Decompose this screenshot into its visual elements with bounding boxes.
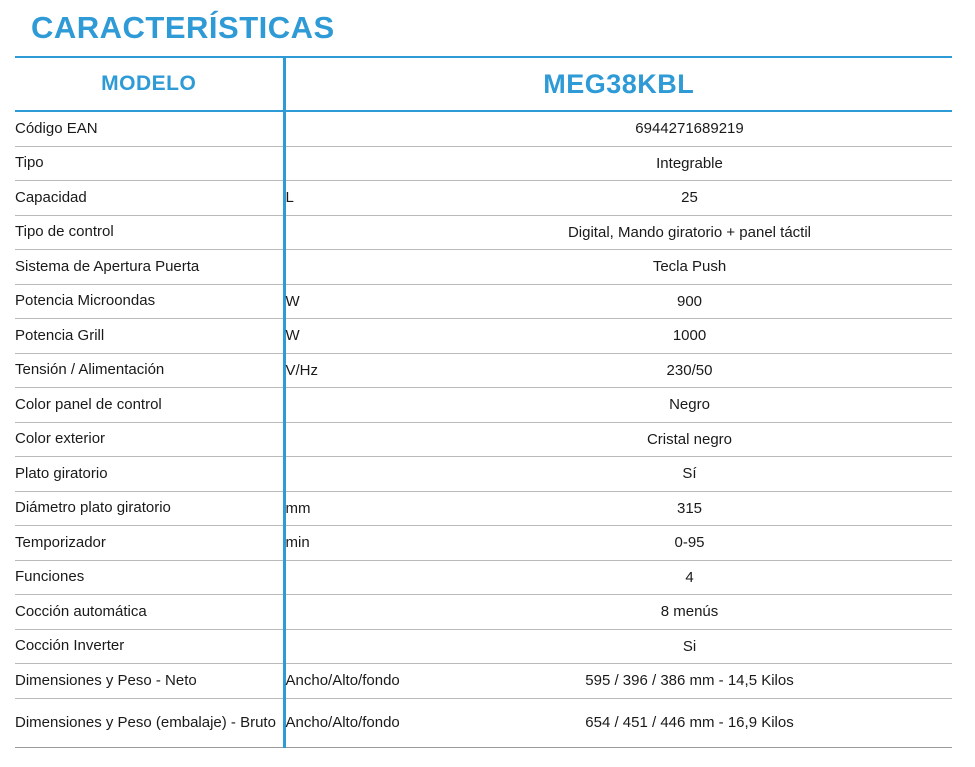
table-row — [15, 491, 952, 526]
table-row — [15, 250, 952, 285]
table-row — [15, 353, 952, 388]
table-row — [15, 215, 952, 250]
spec-unit — [284, 111, 427, 146]
spec-unit — [284, 595, 427, 630]
table-row — [15, 560, 952, 595]
spec-label: Cocción automática — [15, 595, 284, 630]
table-row — [15, 698, 952, 747]
spec-value: 900 — [427, 284, 952, 319]
spec-value: 654 / 451 / 446 mm - 16,9 Kilos — [427, 698, 952, 747]
spec-label: Tensión / Alimentación — [15, 353, 284, 388]
spec-value: 1000 — [427, 319, 952, 354]
spec-unit — [284, 560, 427, 595]
spec-unit: W — [284, 284, 427, 319]
table-row — [15, 595, 952, 630]
spec-value: 4 — [427, 560, 952, 595]
spec-unit: mm — [284, 491, 427, 526]
table-row — [15, 319, 952, 354]
spec-unit — [284, 422, 427, 457]
spec-label: Dimensiones y Peso (embalaje) - Bruto — [15, 698, 284, 747]
spec-value: Sí — [427, 457, 952, 492]
spec-label: Capacidad — [15, 181, 284, 216]
table-row — [15, 388, 952, 423]
spec-label: Funciones — [15, 560, 284, 595]
spec-label: Cocción Inverter — [15, 629, 284, 664]
spec-label: Diámetro plato giratorio — [15, 491, 284, 526]
spec-value: 25 — [427, 181, 952, 216]
table-body — [15, 111, 952, 747]
spec-unit — [284, 146, 427, 181]
spec-unit: Ancho/Alto/fondo — [284, 698, 427, 747]
spec-label: Color panel de control — [15, 388, 284, 423]
spec-value: Si — [427, 629, 952, 664]
spec-unit: min — [284, 526, 427, 561]
model-header: MODELO — [15, 57, 284, 111]
spec-unit: L — [284, 181, 427, 216]
table-row — [15, 181, 952, 216]
spec-value: Cristal negro — [427, 422, 952, 457]
model-name: MEG38KBL — [543, 68, 695, 99]
table-row — [15, 111, 952, 146]
specifications-table — [15, 56, 952, 748]
spec-unit: Ancho/Alto/fondo — [284, 664, 427, 699]
spec-value: 315 — [427, 491, 952, 526]
spec-value: 6944271689219 — [427, 111, 952, 146]
table-row — [15, 146, 952, 181]
spec-unit — [284, 457, 427, 492]
spec-label: Tipo de control — [15, 215, 284, 250]
spec-unit: V/Hz — [284, 353, 427, 388]
spec-value: 230/50 — [427, 353, 952, 388]
spec-unit — [284, 388, 427, 423]
spec-label: Potencia Grill — [15, 319, 284, 354]
spec-value: 8 menús — [427, 595, 952, 630]
spec-unit — [284, 629, 427, 664]
spec-label: Código EAN — [15, 111, 284, 146]
spec-label: Plato giratorio — [15, 457, 284, 492]
table-row — [15, 422, 952, 457]
spec-label: Sistema de Apertura Puerta — [15, 250, 284, 285]
spec-label: Dimensiones y Peso - Neto — [15, 664, 284, 699]
page-title: CARACTERÍSTICAS — [31, 10, 335, 45]
spec-value: Integrable — [427, 146, 952, 181]
spec-value: Negro — [427, 388, 952, 423]
spec-value: Digital, Mando giratorio + panel táctil — [427, 215, 952, 250]
spec-label: Temporizador — [15, 526, 284, 561]
table-row — [15, 284, 952, 319]
spec-unit — [284, 250, 427, 285]
spec-label: Potencia Microondas — [15, 284, 284, 319]
spec-value: 595 / 396 / 386 mm - 14,5 Kilos — [427, 664, 952, 699]
table-row — [15, 526, 952, 561]
spec-label: Tipo — [15, 146, 284, 181]
spec-label: Color exterior — [15, 422, 284, 457]
spec-unit — [284, 215, 427, 250]
spec-value: Tecla Push — [427, 250, 952, 285]
table-row — [15, 629, 952, 664]
table-row — [15, 664, 952, 699]
spec-value: 0-95 — [427, 526, 952, 561]
spec-unit: W — [284, 319, 427, 354]
table-header-row — [15, 57, 952, 111]
table-row — [15, 457, 952, 492]
